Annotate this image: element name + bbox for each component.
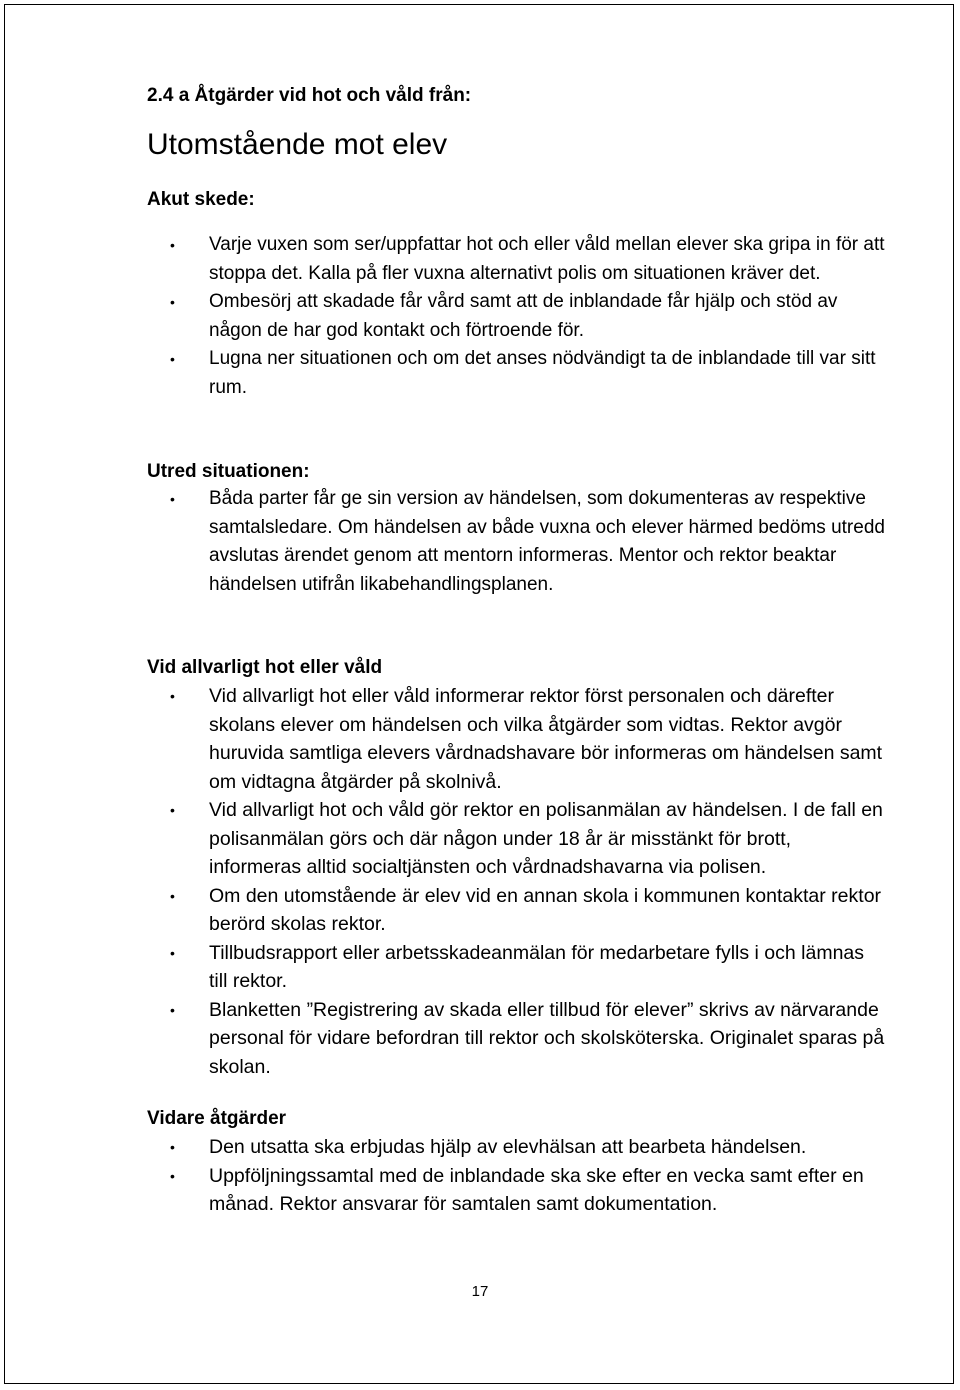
section-number-heading: 2.4 a Åtgärder vid hot och våld från: [147, 85, 472, 106]
heading-akut-skede: Akut skede: [147, 189, 255, 210]
bullet-icon: • [170, 887, 175, 904]
list-item-text: Vid allvarligt hot och våld gör rektor en polisanmälan av händelsen. I de fall en polisanmälan görs och där någon under 18 år är misstänkt för brott, informeras alltid socialtjänsten och vårdnadshavarna via polisen. [209, 799, 883, 878]
bullet-icon: • [170, 1167, 175, 1184]
page-title: Utomstående mot elev [147, 128, 448, 161]
bullet-icon: • [170, 1139, 175, 1155]
bullet-icon: • [170, 294, 175, 310]
heading-utred-situationen: Utred situationen: [147, 461, 310, 482]
list-item-text: Varje vuxen som ser/uppfattar hot och eller våld mellan elever ska gripa in för att stoppa det. Kalla på fler vuxna alternativt polis om situationen kräver det. [209, 234, 885, 284]
bullet-icon: • [170, 944, 175, 961]
list-item-text: Båda parter får ge sin version av händelsen, som dokumenteras av respektive samtalsledare. Om händelsen av både vuxna och elever härmed bedöms utredd avslutas ärendet genom att mentorn informeras. Mentor och rektor beaktar händelsen utifrån likabehandlingsplanen. [209, 488, 885, 595]
list-item-text: Ombesörj att skadade får vård samt att de inblandade får hjälp och stöd av någon de har god kontakt och förtroende för. [209, 291, 838, 341]
list-item [147, 882, 887, 939]
bullet-icon: • [170, 491, 175, 507]
list-item-text: Tillbudsrapport eller arbetsskadeanmälan för medarbetare fylls i och lämnas till rektor. [209, 941, 865, 992]
bullet-icon: • [170, 1001, 175, 1018]
list-item [147, 796, 887, 882]
allvarligt-list [147, 682, 887, 1081]
list-item-text: Uppföljningssamtal med de inblandade ska ske efter en vecka samt efter en månad. Rektor ansvarar för samtalen samt dokumentation. [209, 1164, 864, 1215]
page-number: 17 [471, 1283, 489, 1300]
list-item [147, 288, 887, 345]
list-item [147, 996, 887, 1082]
heading-vid-allvarligt: Vid allvarligt hot eller våld [147, 657, 383, 678]
list-item-text: Blanketten ”Registrering av skada eller tillbud för elever” skrivs av närvarande personal för vidare befordran till rektor och skolsköterska. Originalet sparas på skolan. [209, 998, 885, 1078]
list-item [147, 1133, 892, 1162]
list-item-text: Om den utomstående är elev vid en annan skola i kommunen kontaktar rektor berörd skolas rektor. [209, 884, 882, 935]
bullet-icon: • [170, 688, 175, 704]
list-item [147, 682, 887, 796]
list-item [147, 345, 887, 402]
bullet-icon: • [170, 802, 175, 818]
heading-vidare-atgarder: Vidare åtgärder [147, 1108, 287, 1129]
list-item [147, 485, 887, 599]
bullet-icon: • [170, 237, 175, 253]
utred-list [147, 485, 887, 599]
akut-skede-list [147, 231, 887, 402]
list-item-text: Den utsatta ska erbjudas hjälp av elevhälsan att bearbeta händelsen. [209, 1136, 807, 1158]
list-item [147, 231, 887, 288]
vidare-list [147, 1133, 892, 1219]
list-item-text: Vid allvarligt hot eller våld informerar rektor först personalen och därefter skolans elever om händelsen och vilka åtgärder som vidtas. Rektor avgör huruvida samtliga elevers vårdnadshavare bör informeras om händelsen samt om vidtagna åtgärder på skolnivå. [209, 685, 883, 793]
list-item [147, 939, 887, 996]
list-item-text: Lugna ner situationen och om det anses nödvändigt ta de inblandade till var sitt rum. [209, 348, 876, 398]
bullet-icon: • [170, 351, 175, 367]
list-item [147, 1162, 892, 1219]
